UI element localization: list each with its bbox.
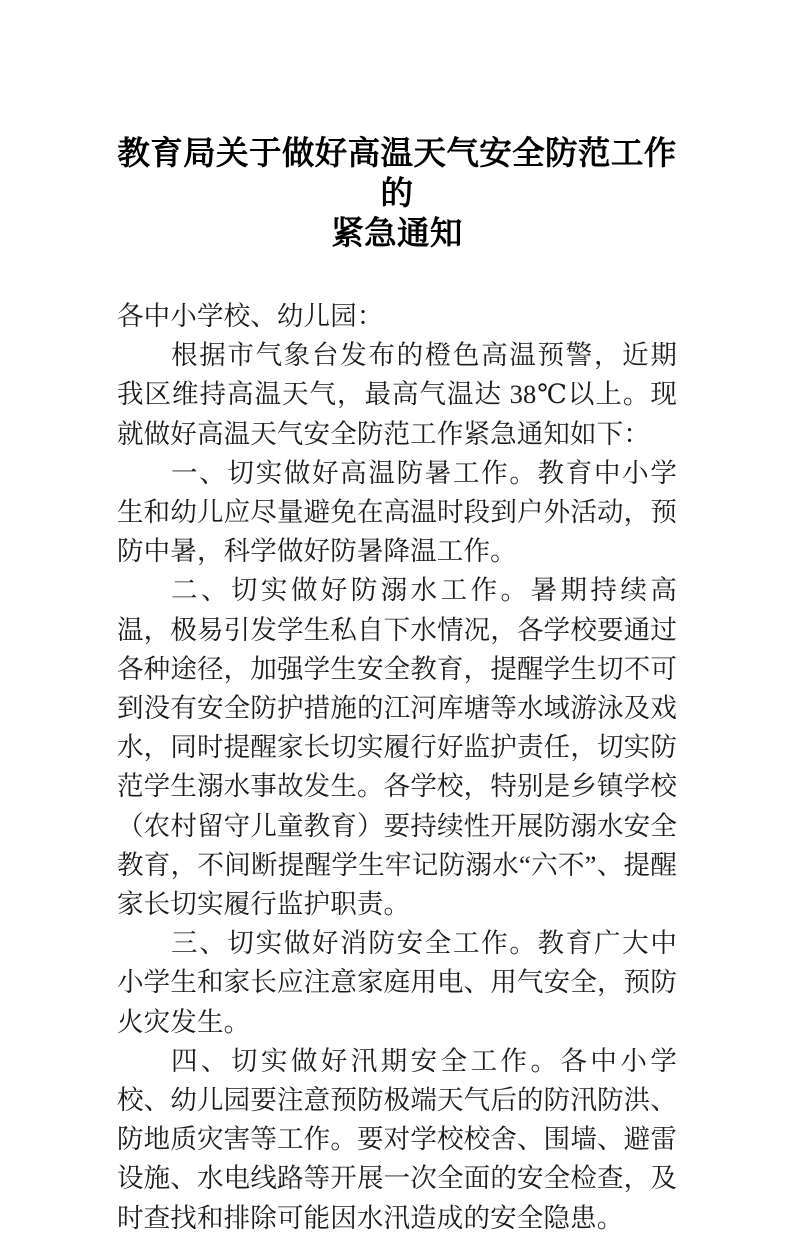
paragraph-item-1: 一、切实做好高温防暑工作。教育中小学生和幼儿应尽量避免在高温时段到户外活动，预防中暑，科学做好防暑降温工作。 [117, 457, 677, 567]
title-body-spacer [117, 254, 677, 297]
paragraph-preamble: 根据市气象台发布的橙色高温预警，近期我区维持高温天气，最高气温达 38℃以上。现就做好高温天气安全防范工作紧急通知如下： [117, 340, 677, 449]
paragraph-item-2: 二、切实做好防溺水工作。暑期持续高温，极易引发学生私自下水情况，各学校要通过各种途径，加强学生安全教育，提醒学生切不可到没有安全防护措施的江河库塘等水域游泳及戏水，同时提醒家长切实履行好监护责任，切实防范学生溺水事故发生。各学校，特别是乡镇学校（农村留守儿童教育）要持续性开展防溺水安全教育，不间断提醒学生牢记防溺水“六不”、提醒家长切实履行监护职责。 [117, 575, 677, 920]
page-title-line-1: 教育局关于做好高温天气安全防范工作的 [117, 136, 677, 212]
page-title [117, 120, 677, 254]
salutation: 各中小学校、幼儿园： [117, 301, 384, 331]
page-title-line-2: 紧急通知 [331, 216, 463, 252]
paragraph-item-4: 四、切实做好汛期安全工作。各中小学校、幼儿园要注意预防极端天气后的防汛防洪、防地质灾害等工作。要对学校校舍、围墙、避雷设施、水电线路等开展一次全面的安全检查，及时查找和排除可能因水汛造成的安全隐患。 [117, 1045, 677, 1233]
document-body [117, 120, 677, 1238]
paragraph-item-3: 三、切实做好消防安全工作。教育广大中小学生和家长应注意家庭用电、用气安全，预防火灾发生。 [117, 928, 677, 1037]
